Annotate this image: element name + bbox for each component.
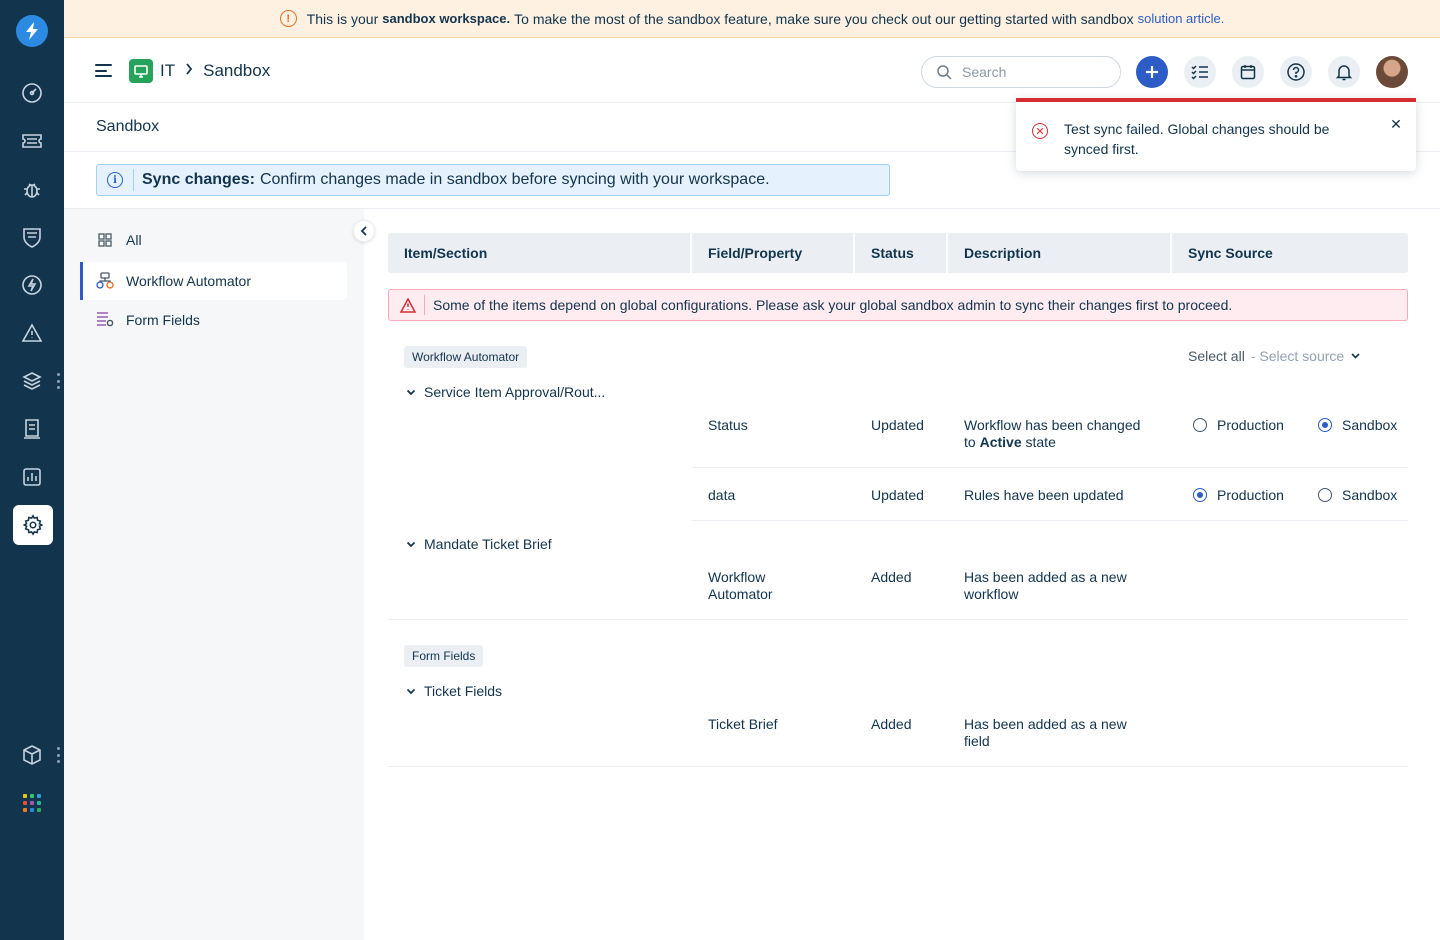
radio-circle[interactable] <box>1193 418 1207 432</box>
solution-article-link[interactable]: solution article. <box>1137 11 1225 26</box>
bell-icon <box>1336 64 1352 81</box>
info-banner <box>96 164 890 196</box>
radio-circle-selected[interactable] <box>1318 418 1332 432</box>
radio-circle[interactable] <box>1318 488 1332 502</box>
group-name: Service Item Approval/Rout... <box>424 384 606 400</box>
description-line <box>964 434 1140 451</box>
workflow-icon <box>96 272 114 290</box>
help-button[interactable] <box>1280 56 1312 88</box>
error-toast <box>1016 98 1416 171</box>
sidebar-item-form-fields[interactable] <box>80 301 347 339</box>
releases-bolt-icon[interactable] <box>20 273 44 297</box>
admin-settings-gear-icon[interactable] <box>13 505 53 545</box>
grid-icon <box>96 231 114 249</box>
sandbox-banner <box>64 0 1440 38</box>
chevron-down-icon <box>406 688 416 695</box>
user-avatar[interactable] <box>1376 56 1408 88</box>
top-header <box>64 39 1440 103</box>
breadcrumb-workspace[interactable]: IT <box>160 61 176 80</box>
description-line: Has been added as a new <box>964 716 1127 732</box>
solutions-book-icon[interactable] <box>20 417 44 441</box>
dependency-error-banner <box>388 289 1408 321</box>
plus-icon <box>1145 65 1159 79</box>
field-property <box>708 569 773 603</box>
close-icon[interactable]: ✕ <box>1390 116 1402 132</box>
assets-layers-icon[interactable] <box>20 369 44 393</box>
column-header: Sync Source <box>1188 245 1273 261</box>
todo-list-button[interactable] <box>1184 56 1216 88</box>
select-source-dropdown[interactable] <box>1251 348 1360 364</box>
column-header: Field/Property <box>692 233 855 273</box>
description-line: workflow <box>964 586 1019 602</box>
problems-bug-icon[interactable] <box>20 177 44 201</box>
banner-text-after: To make the most of the sandbox feature, make sure you check out our getting started with sandbox <box>514 10 1134 27</box>
radio-label: Sandbox <box>1342 417 1398 433</box>
section-tag: Form Fields <box>404 645 483 667</box>
chevron-down-icon <box>1351 353 1360 359</box>
sidebar-item-label: Form Fields <box>126 312 200 328</box>
status-value: Added <box>871 569 912 585</box>
status-value: Updated <box>871 417 924 433</box>
select-source-label: - Select source <box>1250 348 1345 364</box>
calendar-icon <box>1240 64 1256 80</box>
description-text: state <box>1025 434 1056 450</box>
table-header <box>388 233 1408 273</box>
description-text: to <box>964 434 976 450</box>
description-line: field <box>964 733 990 749</box>
more-options-icon[interactable] <box>56 373 60 389</box>
error-text: Some of the items depend on global configurations. Please ask your global sandbox admin to sync their changes first to proceed. <box>433 297 1233 313</box>
collapse-sidebar-chevron-left-icon[interactable] <box>353 220 375 242</box>
group-toggle[interactable] <box>406 536 552 552</box>
description-line: Has been added as a new <box>964 569 1127 585</box>
form-fields-icon <box>96 311 114 329</box>
chevron-down-icon <box>406 389 416 396</box>
sync-source-sandbox-radio[interactable] <box>1318 417 1397 433</box>
search-input[interactable] <box>962 64 1102 80</box>
section-divider <box>388 619 1408 620</box>
apps-grid-icon[interactable] <box>23 794 41 812</box>
status-value: Added <box>871 716 912 732</box>
row-divider <box>692 467 1408 468</box>
info-icon: i <box>107 172 123 188</box>
field-line: Workflow <box>708 569 766 585</box>
error-icon: ✕ <box>1032 123 1048 139</box>
section-divider <box>388 766 1408 767</box>
radio-circle-selected[interactable] <box>1193 488 1207 502</box>
status-value: Updated <box>871 487 924 503</box>
field-property: Status <box>708 417 748 433</box>
column-header: Status <box>855 233 948 273</box>
description: Rules have been updated <box>964 487 1124 503</box>
group-toggle[interactable] <box>406 384 605 400</box>
add-new-button[interactable] <box>1136 56 1168 88</box>
sync-source-production-radio[interactable] <box>1193 417 1284 433</box>
breadcrumb <box>160 59 270 83</box>
column-header: Description <box>948 233 1172 273</box>
calendar-button[interactable] <box>1232 56 1264 88</box>
description <box>964 716 1127 750</box>
checklist-icon <box>1191 64 1209 80</box>
breadcrumb-page: Sandbox <box>203 61 271 80</box>
field-property: data <box>708 487 736 503</box>
menu-hamburger-icon[interactable] <box>95 64 112 77</box>
description-bold: Active <box>979 434 1022 450</box>
divider <box>424 295 425 315</box>
sidebar-item-label: All <box>126 232 142 248</box>
description <box>964 417 1140 451</box>
dashboard-icon[interactable] <box>20 81 44 105</box>
search-box[interactable] <box>921 56 1121 88</box>
group-name: Mandate Ticket Brief <box>424 536 552 552</box>
description-line: Workflow has been changed <box>964 417 1141 433</box>
reports-chart-icon[interactable] <box>20 465 44 489</box>
warning-icon: ! <box>280 10 297 27</box>
workspace-monitor-icon <box>129 59 153 83</box>
more-options-icon[interactable] <box>56 747 60 763</box>
alerts-warning-icon[interactable] <box>20 321 44 345</box>
section-tag: Workflow Automator <box>404 346 527 368</box>
help-question-icon <box>1287 63 1305 81</box>
row-divider <box>692 520 1408 521</box>
select-all-link[interactable]: Select all <box>1188 348 1245 364</box>
banner-text-before: This is your <box>306 10 379 27</box>
tickets-icon[interactable] <box>20 129 44 153</box>
description <box>964 569 1127 603</box>
radio-label: Production <box>1217 417 1284 433</box>
marketplace-cube-icon[interactable] <box>20 743 44 767</box>
banner-bold: sandbox workspace. <box>382 11 511 26</box>
sidebar-item-workflow-automator[interactable] <box>80 262 347 300</box>
chevron-down-icon <box>406 541 416 548</box>
page-title: Sandbox <box>96 118 160 135</box>
field-line: Automator <box>708 586 773 602</box>
field-property: Ticket Brief <box>708 716 778 732</box>
radio-label: Sandbox <box>1342 487 1398 503</box>
info-label: Sync changes: <box>142 171 255 188</box>
changes-shield-icon[interactable] <box>20 225 44 249</box>
info-text: Confirm changes made in sandbox before syncing with your workspace. <box>259 171 770 188</box>
group-toggle[interactable] <box>406 683 502 699</box>
app-rail <box>0 0 64 940</box>
sidebar-item-all[interactable] <box>80 221 347 259</box>
notifications-button[interactable] <box>1328 56 1360 88</box>
group-name: Ticket Fields <box>424 683 503 699</box>
radio-label: Production <box>1217 487 1284 503</box>
search-icon <box>937 65 952 80</box>
divider <box>133 169 134 191</box>
toast-message: Test sync failed. Global changes should be synced first. <box>1064 121 1330 157</box>
sync-source-production-radio[interactable] <box>1193 487 1284 503</box>
select-all-control <box>1188 348 1360 364</box>
warning-triangle-icon <box>400 298 416 313</box>
chevron-right-icon <box>185 62 193 80</box>
column-header: Item/Section <box>388 233 692 273</box>
sidebar-item-label: Workflow Automator <box>126 273 252 289</box>
sync-source-sandbox-radio[interactable] <box>1318 487 1397 503</box>
freshservice-logo-icon[interactable] <box>16 15 48 47</box>
